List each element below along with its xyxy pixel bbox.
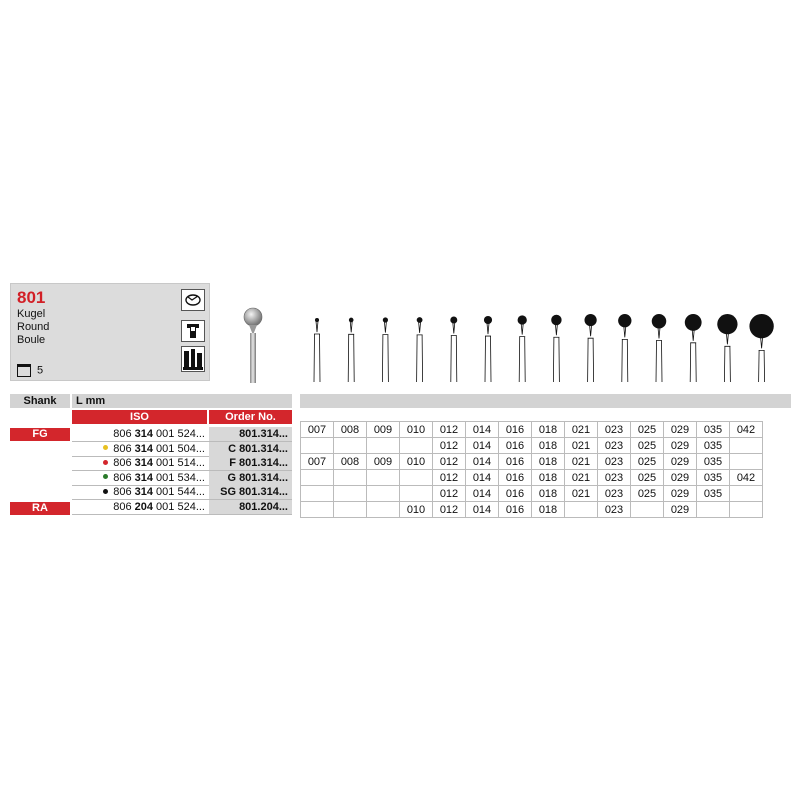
size-cell: 021 [565, 422, 598, 438]
shank-tag-ra: RA [10, 502, 70, 515]
size-cell [334, 470, 367, 486]
size-cell [730, 502, 763, 518]
size-cell: 018 [532, 422, 565, 438]
size-cell: 018 [532, 502, 565, 518]
size-cell: 023 [598, 454, 631, 470]
order-number: F 801.314... [209, 456, 292, 470]
grit-color-dot [103, 489, 108, 494]
size-cell [400, 438, 433, 454]
size-cell: 029 [664, 486, 697, 502]
size-cell: 009 [367, 422, 400, 438]
size-cell: 042 [730, 422, 763, 438]
size-cell: 008 [334, 422, 367, 438]
bur-size-018 [551, 315, 561, 382]
size-cell: 029 [664, 502, 697, 518]
size-cell: 008 [334, 454, 367, 470]
size-cell [367, 502, 400, 518]
grit-color-dot [103, 445, 108, 450]
size-cell: 025 [631, 486, 664, 502]
bur-size-021 [585, 314, 597, 382]
bur-size-008 [348, 318, 354, 382]
size-cell: 016 [499, 486, 532, 502]
table-row [301, 470, 763, 486]
order-number: C 801.314... [209, 442, 292, 456]
size-cell [301, 502, 334, 518]
size-cell [730, 486, 763, 502]
size-cell: 025 [631, 438, 664, 454]
order-number: G 801.314... [209, 471, 292, 485]
bur-size-007 [314, 318, 320, 382]
size-cell: 007 [301, 422, 334, 438]
iso-number: 806 314 001 534... [72, 471, 205, 485]
size-cell: 025 [631, 470, 664, 486]
size-cell [730, 438, 763, 454]
table-row [301, 486, 763, 502]
size-cell: 023 [598, 438, 631, 454]
iso-number: 806 314 001 514... [72, 456, 205, 470]
name-de: Kugel [17, 308, 46, 320]
size-cell: 021 [565, 486, 598, 502]
bur-size-025 [652, 314, 667, 382]
size-cell: 018 [532, 454, 565, 470]
size-cell: 007 [301, 454, 334, 470]
size-cell: 009 [367, 454, 400, 470]
package-icon [17, 364, 31, 377]
size-cell: 012 [433, 438, 466, 454]
size-cell: 035 [697, 438, 730, 454]
pack-quantity: 5 [17, 364, 43, 377]
size-cell: 018 [532, 470, 565, 486]
order-header: Order No. [209, 410, 292, 424]
size-cell: 012 [433, 454, 466, 470]
size-cell [334, 486, 367, 502]
size-cell [730, 454, 763, 470]
product-code: 801 [17, 288, 46, 307]
size-cell [301, 470, 334, 486]
size-cell: 010 [400, 454, 433, 470]
size-cell: 018 [532, 438, 565, 454]
size-cell: 014 [466, 422, 499, 438]
order-number: SG 801.314... [209, 485, 292, 499]
table-row [301, 502, 763, 518]
size-cell: 023 [598, 422, 631, 438]
size-bur-drawings [300, 300, 790, 386]
speed-rpm-icon [181, 289, 205, 311]
size-cell: 016 [499, 470, 532, 486]
bur-size-035 [717, 314, 737, 382]
bur-size-012 [450, 317, 457, 382]
iso-number: 806 314 001 544... [72, 485, 205, 499]
size-cell [400, 470, 433, 486]
shank-tag-fg: FG [10, 428, 70, 441]
size-grid [300, 421, 763, 518]
bur-size-014 [484, 316, 492, 382]
size-cell [301, 438, 334, 454]
size-cell: 035 [697, 454, 730, 470]
size-cell: 042 [730, 470, 763, 486]
grit-color-dot [103, 474, 108, 479]
size-cell: 025 [631, 454, 664, 470]
size-cell [400, 486, 433, 502]
iso-number: 806 314 001 504... [72, 442, 205, 456]
order-number: 801.204... [209, 500, 292, 514]
size-cell: 023 [598, 486, 631, 502]
size-cell: 023 [598, 470, 631, 486]
size-cell: 016 [499, 454, 532, 470]
size-cell: 014 [466, 454, 499, 470]
name-fr: Boule [17, 334, 46, 346]
table-row [301, 422, 763, 438]
size-cell: 014 [466, 470, 499, 486]
length-label: L mm [72, 394, 292, 408]
size-cell: 012 [433, 502, 466, 518]
size-cell: 035 [697, 486, 730, 502]
size-cell: 029 [664, 470, 697, 486]
size-cell: 023 [598, 502, 631, 518]
handpiece-icon [181, 346, 205, 372]
size-cell: 014 [466, 486, 499, 502]
size-cell: 010 [400, 502, 433, 518]
size-cell [301, 486, 334, 502]
bur-size-023 [618, 314, 631, 382]
grey-strip [300, 394, 791, 408]
size-cell: 018 [532, 486, 565, 502]
product-header-box [10, 283, 210, 381]
bur-size-029 [685, 314, 702, 382]
size-cell: 016 [499, 438, 532, 454]
size-cell [367, 486, 400, 502]
size-cell: 016 [499, 502, 532, 518]
size-cell: 014 [466, 502, 499, 518]
size-cell [367, 438, 400, 454]
iso-number: 806 314 001 524... [113, 428, 205, 440]
size-cell [565, 502, 598, 518]
size-cell: 029 [664, 422, 697, 438]
size-cell [631, 502, 664, 518]
size-cell: 021 [565, 454, 598, 470]
bur-size-009 [382, 317, 388, 382]
table-row [301, 438, 763, 454]
size-cell [367, 470, 400, 486]
size-cell: 035 [697, 422, 730, 438]
bur-size-016 [518, 315, 527, 382]
size-cell: 029 [664, 438, 697, 454]
bur-size-042 [749, 314, 773, 382]
size-cell: 016 [499, 422, 532, 438]
bur-illustration [238, 305, 268, 385]
size-cell: 010 [400, 422, 433, 438]
size-cell: 012 [433, 470, 466, 486]
size-cell: 014 [466, 438, 499, 454]
iso-number: 806 204 001 524... [113, 501, 205, 513]
contra-angle-icon [181, 320, 205, 342]
row-separator [72, 514, 292, 515]
size-cell: 012 [433, 422, 466, 438]
size-cell [334, 438, 367, 454]
size-cell: 012 [433, 486, 466, 502]
size-cell: 035 [697, 470, 730, 486]
size-cell: 021 [565, 438, 598, 454]
table-row [301, 454, 763, 470]
size-cell: 025 [631, 422, 664, 438]
grit-color-dot [103, 460, 108, 465]
name-en: Round [17, 321, 50, 333]
bur-size-010 [417, 317, 423, 382]
size-cell [334, 502, 367, 518]
size-cell: 021 [565, 470, 598, 486]
iso-header: ISO [72, 410, 207, 424]
shank-label: Shank [10, 394, 70, 408]
size-cell: 029 [664, 454, 697, 470]
order-number: 801.314... [209, 427, 292, 441]
size-cell [697, 502, 730, 518]
